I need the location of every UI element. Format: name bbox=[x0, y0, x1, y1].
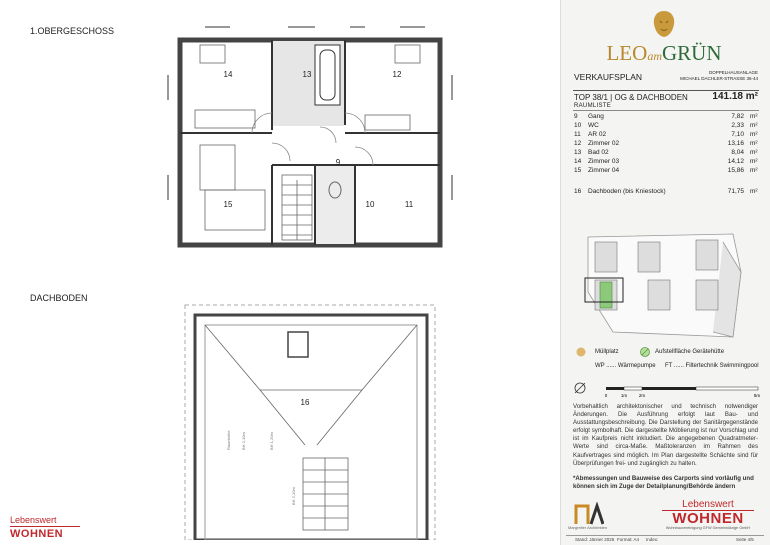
leo-logo-text bbox=[589, 41, 739, 66]
room-unit: m² bbox=[750, 122, 758, 129]
legend-ft: FT ...... Filtertechnik Swimmingpool bbox=[665, 363, 759, 369]
legend-wp: WP ...... Wärmepumpe bbox=[595, 363, 656, 369]
disclaimer-text: Vorbehaltlich architektonischer und technisch notwendiger Änderungen. Die Ausführung erfolgt laut Bau- und Ausstattungsbeschreibung. Die Darstellung der Sanitärgegenstände erfolgt symbolhaft. Die dargestellte Möblierung ist nur Vorschlag und ist im Kaufpreis nicht inkludiert. Die angegebenen Quadratmeter-Werte sind circa-Maße. Maßtoleranzen im Rahmen des Kaufvertrages sind möglich. Im Plan dargestellte Schächte sind für Überprüfungen frei- und zugänglich zu halten. bbox=[573, 403, 758, 467]
room-label-10: 10 bbox=[365, 200, 375, 209]
attic-plan bbox=[155, 290, 455, 540]
room-unit: m² bbox=[750, 149, 758, 156]
room-unit: m² bbox=[750, 140, 758, 147]
room-name: Dachboden (bis Kniestock) bbox=[588, 188, 666, 195]
room-no: 14 bbox=[574, 158, 582, 165]
plan-title: VERKAUFSPLAN bbox=[574, 72, 643, 82]
logo-right-bottom: WOHNEN bbox=[672, 510, 744, 527]
room-no: 10 bbox=[574, 122, 582, 129]
room-list-row bbox=[574, 157, 764, 166]
room-area: 14,12 bbox=[727, 158, 744, 165]
room-area: 7,10 bbox=[731, 131, 744, 138]
room-name: WC bbox=[588, 122, 599, 129]
raumliste-heading: RAUMLISTE bbox=[574, 103, 612, 109]
attic-dim-2: BH 2,10m bbox=[241, 432, 246, 450]
lion-icon bbox=[648, 8, 680, 40]
plan-subtitle bbox=[640, 70, 758, 82]
room-area: 2,33 bbox=[731, 122, 744, 129]
scale-0: 0 bbox=[604, 393, 608, 398]
room-unit: m² bbox=[750, 113, 758, 120]
logo-left-bottom: WOHNEN bbox=[10, 528, 64, 540]
scale-2m: 2m bbox=[638, 393, 646, 398]
room-name: Zimmer 04 bbox=[588, 167, 620, 174]
room-list-row bbox=[574, 139, 764, 148]
room-list-row bbox=[574, 112, 764, 121]
attic-dim-1: Raumhöhe bbox=[226, 430, 231, 450]
logo-am: am bbox=[647, 49, 662, 63]
room-no: 16 bbox=[574, 188, 582, 195]
room-no: 12 bbox=[574, 140, 582, 147]
margreiter-logo-icon bbox=[574, 502, 604, 526]
legend-geraete: Aufstellfläche Gerätehütte bbox=[655, 349, 725, 355]
room-label-9: 9 bbox=[335, 158, 341, 167]
room-area: 13,16 bbox=[727, 140, 744, 147]
room-name: Zimmer 02 bbox=[588, 140, 620, 147]
architect-name: Margreiter Architekten bbox=[568, 525, 608, 530]
room-label-15: 15 bbox=[223, 200, 233, 209]
room-unit: m² bbox=[750, 188, 758, 195]
carport-note: *Abmessungen und Bauweise des Carports sind vorläufig und können sich im Zuge der Detailplanung/Behörde ändern bbox=[573, 475, 754, 491]
attic-dim-3: BH 1,20m bbox=[269, 432, 274, 450]
floor-label-attic: DACHBODEN bbox=[30, 293, 88, 303]
room-name: AR 02 bbox=[588, 131, 607, 138]
footer-index: Index: bbox=[646, 537, 659, 542]
room-unit: m² bbox=[750, 131, 758, 138]
room-list-row bbox=[574, 121, 764, 130]
room-name: Zimmer 03 bbox=[588, 158, 620, 165]
logo-right-top: Lebenswert bbox=[682, 499, 734, 510]
logo-right-sub: Wohnbauvereinigung GFW Gemeinnützige GmbH bbox=[665, 526, 751, 530]
room-area: 71,75 bbox=[727, 188, 744, 195]
top-label: TOP 38/1 | OG & DACHBODEN bbox=[574, 93, 688, 102]
room-label-11: 11 bbox=[404, 200, 414, 209]
room-no: 13 bbox=[574, 149, 582, 156]
floor-label-upper: 1.OBERGESCHOSS bbox=[30, 26, 115, 36]
scale-bar bbox=[573, 380, 763, 400]
plan-subtitle-2: MICHAEL DACHLER-STRASSE 36-44 bbox=[680, 76, 758, 81]
room-label-16: 16 bbox=[300, 398, 310, 407]
site-plan bbox=[583, 232, 743, 340]
room-list-row bbox=[574, 187, 764, 196]
room-list-row bbox=[574, 148, 764, 157]
scale-5m: 5m bbox=[753, 393, 761, 398]
attic-dim-4: BH 2,10m bbox=[291, 487, 296, 505]
footer-stand: Stand: Jänner 2026 bbox=[575, 537, 615, 542]
room-label-13: 13 bbox=[302, 70, 312, 79]
room-label-14: 14 bbox=[223, 70, 233, 79]
room-list-row bbox=[574, 130, 764, 139]
logo-leo: LEO bbox=[606, 41, 648, 65]
room-no: 9 bbox=[574, 113, 578, 120]
logo-left-top: Lebenswert bbox=[10, 515, 57, 525]
scale-1m: 1m bbox=[620, 393, 628, 398]
upper-floor-plan bbox=[160, 15, 460, 260]
room-unit: m² bbox=[750, 158, 758, 165]
muellplatz-icon bbox=[576, 347, 586, 357]
footer-page: Seite 4/5 bbox=[736, 537, 754, 542]
room-area: 7,82 bbox=[731, 113, 744, 120]
footer-format: Format: A4 bbox=[617, 537, 640, 542]
room-no: 11 bbox=[574, 131, 581, 138]
room-list-row bbox=[574, 166, 764, 175]
room-area: 15,86 bbox=[727, 167, 744, 174]
lebenswert-logo-right bbox=[656, 499, 760, 530]
room-name: Gang bbox=[588, 113, 604, 120]
plan-subtitle-1: DOPPELHAUSANLAGE bbox=[708, 70, 758, 75]
logo-gruen: GRÜN bbox=[661, 41, 722, 65]
room-name: Bad 02 bbox=[588, 149, 609, 156]
room-no: 15 bbox=[574, 167, 582, 174]
room-unit: m² bbox=[750, 167, 758, 174]
lebenswert-logo-left bbox=[10, 515, 80, 540]
geraetehuette-icon bbox=[640, 347, 650, 357]
room-area: 8,04 bbox=[731, 149, 744, 156]
area-total: 141.18 m² bbox=[712, 91, 758, 102]
legend-muell: Müllplatz bbox=[595, 349, 619, 355]
room-label-12: 12 bbox=[392, 70, 402, 79]
